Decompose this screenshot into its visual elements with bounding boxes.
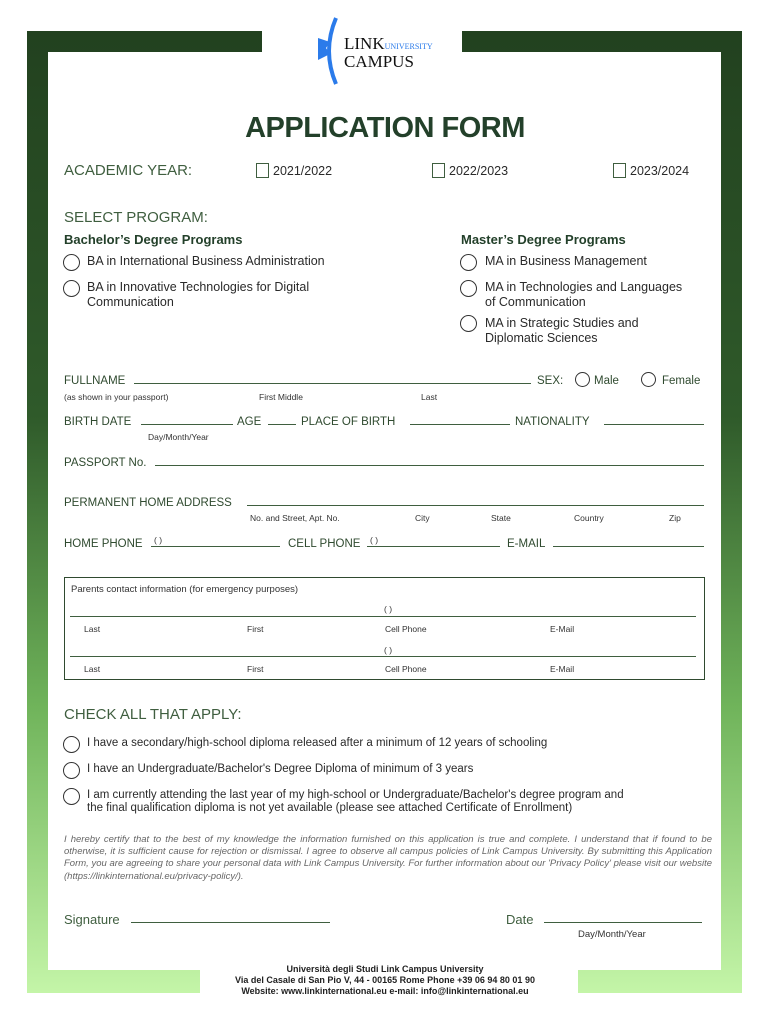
option-label: 2021/2022 <box>273 164 333 178</box>
sublabel: E-Mail <box>550 664 575 674</box>
sublabel: Day/Month/Year <box>148 432 209 442</box>
parent-1-field[interactable] <box>70 616 696 617</box>
date-label: Date <box>506 912 534 927</box>
check-option-3[interactable] <box>63 788 80 805</box>
option-label: MA in Strategic Studies and <box>485 316 639 330</box>
place-of-birth-field[interactable] <box>410 424 510 425</box>
sublabel: First Middle <box>259 392 303 402</box>
date-field[interactable] <box>544 922 702 923</box>
sublabel: City <box>415 513 430 523</box>
cell-phone-label: CELL PHONE <box>288 538 361 550</box>
footer-line: Website: www.linkinternational.eu e-mail: info@linkinternational.eu <box>241 986 529 996</box>
logo-text: LINK <box>344 34 385 53</box>
option-label: the final qualification diploma is not yet available (please see attached Certificate of Enrollment) <box>87 802 573 814</box>
male-label: Male <box>594 375 619 387</box>
option-label: of Communication <box>485 295 586 309</box>
year-checkbox-2023[interactable] <box>613 163 689 178</box>
option-label: BA in International Business Administration <box>87 254 325 268</box>
sublabel: Last <box>84 624 101 634</box>
logo-tag: UNIVERSITY <box>384 42 433 51</box>
birth-date-label: BIRTH DATE <box>64 416 132 428</box>
radio-ma-tlc[interactable] <box>460 280 477 297</box>
area-code: ( ) <box>370 535 379 545</box>
area-code: ( ) <box>384 645 393 655</box>
email-label: E-MAIL <box>507 538 546 550</box>
check-option-2[interactable] <box>63 762 80 779</box>
legal-statement: I hereby certify that to the best of my knowledge the information furnished on this application is true and complete. I understand that if found to be otherwise, it is sufficient cause for rejection or dismissal. I agree to observe all campus policies of Link Campus University. By submitting this Application Form, you are agreeing to share your personal data with Link Campus University. For further information about our 'Privacy Policy' please visit our website (https://linkinternational.eu/privacy-policy/). <box>64 834 712 882</box>
sublabel: First <box>247 664 264 674</box>
area-code: ( ) <box>154 535 163 545</box>
sublabel: Cell Phone <box>385 664 427 674</box>
passport-label: PASSPORT No. <box>64 457 147 469</box>
radio-ba-itdc[interactable] <box>63 280 80 297</box>
footer-line: Via del Casale di San Pio V, 44 - 00165 Rome Phone +39 06 94 80 01 90 <box>235 975 535 985</box>
academic-year-label: ACADEMIC YEAR: <box>64 162 193 179</box>
address-label: PERMANENT HOME ADDRESS <box>64 497 232 509</box>
sublabel: Zip <box>669 513 681 523</box>
home-phone-label: HOME PHONE <box>64 538 143 550</box>
footer-line: Università degli Studi Link Campus University <box>286 964 484 974</box>
parents-heading: Parents contact information (for emergency purposes) <box>71 584 299 595</box>
option-label: BA in Innovative Technologies for Digital <box>87 280 310 294</box>
sublabel: No. and Street, Apt. No. <box>250 513 340 523</box>
master-heading: Master’s Degree Programs <box>461 232 626 247</box>
option-label: MA in Business Management <box>485 254 647 268</box>
nationality-label: NATIONALITY <box>515 416 590 428</box>
email-field[interactable] <box>553 546 704 547</box>
option-label: Communication <box>87 295 174 309</box>
age-label: AGE <box>237 416 262 428</box>
university-logo <box>314 16 464 86</box>
parent-2-field[interactable] <box>70 656 696 657</box>
cell-phone-field[interactable] <box>367 546 500 547</box>
option-label: I have a secondary/high-school diploma released after a minimum of 12 years of schooling <box>87 737 548 749</box>
home-phone-field[interactable] <box>151 546 280 547</box>
signature-label: Signature <box>64 912 120 927</box>
passport-field[interactable] <box>155 465 704 466</box>
year-checkbox-2021[interactable] <box>256 163 332 178</box>
female-label: Female <box>662 375 701 387</box>
radio-male[interactable] <box>575 372 590 387</box>
option-label: 2022/2023 <box>449 164 509 178</box>
bachelor-heading: Bachelor’s Degree Programs <box>64 232 243 247</box>
sublabel: Last <box>84 664 101 674</box>
logo-text-2: CAMPUS <box>344 52 414 71</box>
sublabel: Day/Month/Year <box>578 929 646 940</box>
sublabel: Last <box>421 392 438 402</box>
radio-ma-bm[interactable] <box>460 254 477 271</box>
option-label: I have an Undergraduate/Bachelor's Degree Diploma of minimum of 3 years <box>87 763 474 775</box>
option-label: MA in Technologies and Languages <box>485 280 683 294</box>
sex-label: SEX: <box>537 375 564 387</box>
sublabel: First <box>247 624 264 634</box>
nationality-field[interactable] <box>604 424 704 425</box>
signature-field[interactable] <box>131 922 330 923</box>
logo-emblem-icon <box>314 16 344 86</box>
age-field[interactable] <box>268 424 296 425</box>
sublabel: Country <box>574 513 604 523</box>
radio-ba-iba[interactable] <box>63 254 80 271</box>
check-option-1[interactable] <box>63 736 80 753</box>
form-page <box>48 52 721 970</box>
check-heading: CHECK ALL THAT APPLY: <box>64 706 242 723</box>
sublabel: Cell Phone <box>385 624 427 634</box>
fullname-field[interactable] <box>134 383 531 384</box>
year-checkbox-2022[interactable] <box>432 163 508 178</box>
birth-date-field[interactable] <box>141 424 233 425</box>
sublabel: (as shown in your passport) <box>64 392 169 402</box>
fullname-label: FULLNAME <box>64 375 126 387</box>
radio-ma-ssds[interactable] <box>460 315 477 332</box>
place-of-birth-label: PLACE OF BIRTH <box>301 416 396 428</box>
radio-female[interactable] <box>641 372 656 387</box>
area-code: ( ) <box>384 604 393 614</box>
page-title: APPLICATION FORM <box>245 112 525 144</box>
sublabel: E-Mail <box>550 624 575 634</box>
option-label: I am currently attending the last year of my high-school or Undergraduate/Bachelor's degree program and <box>87 789 624 801</box>
address-field[interactable] <box>247 505 704 506</box>
select-program-label: SELECT PROGRAM: <box>64 209 208 226</box>
option-label: Diplomatic Sciences <box>485 331 598 345</box>
option-label: 2023/2024 <box>630 164 690 178</box>
sublabel: State <box>491 513 511 523</box>
